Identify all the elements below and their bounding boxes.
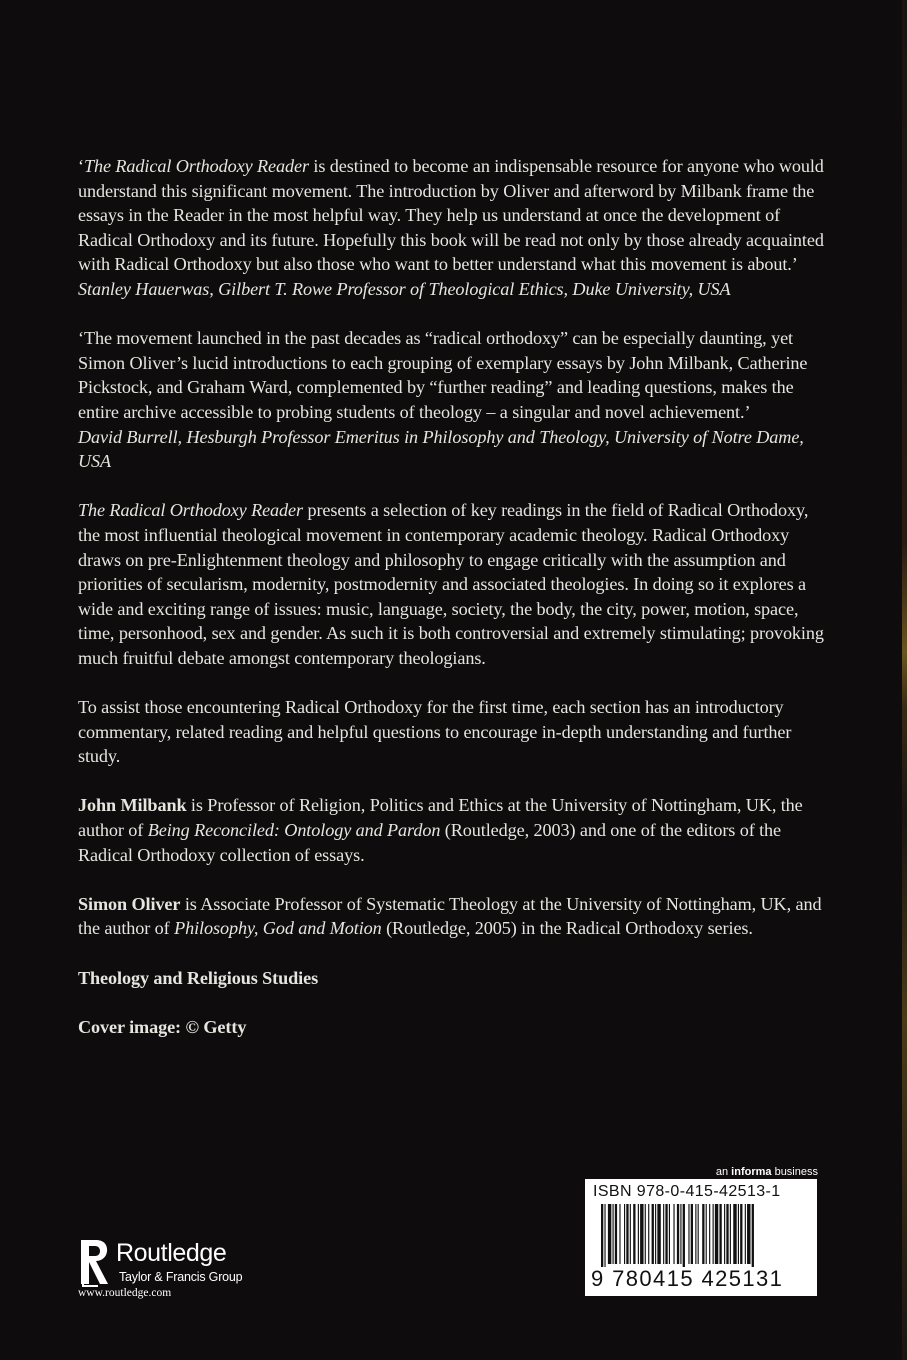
- book-title: The Radical Orthodoxy Reader: [83, 156, 309, 176]
- description-paragraph-2: To assist those encountering Radical Orthodoxy for the first time, each section has an introductory commentary, related reading and helpful questions to encourage in-depth understanding and further study.: [78, 697, 792, 767]
- routledge-r-logo-icon: [78, 1238, 112, 1288]
- subject-category: Theology and Religious Studies: [78, 967, 319, 988]
- barcode-digits: 9 780415 425131: [591, 1267, 813, 1291]
- publisher-group: Taylor & Francis Group: [119, 1270, 243, 1284]
- praise-quote-1: ‘The Radical Orthodoxy Reader is destined to become an indispensable resource for anyone who would understand this significant movement. The introduction by Oliver and afterword by Milbank frame the essays in the Reader in the most helpful way. They help us understand at once the development of Radical Orthodoxy and its future. Hopefully this book will be read not only by those already acquainted with Radical Orthodoxy but also those who want to better understand what this movement is about.’ Stanley Hauerwas, Gilbert T. Rowe Professor of Theological Ethics, Duke University, USA: [78, 154, 830, 302]
- informa-tagline: an informa business: [715, 1166, 818, 1178]
- barcode-icon: [601, 1204, 803, 1270]
- praise-quote-2: ‘The movement launched in the past decades as “radical orthodoxy” can be especially daunting, yet Simon Oliver’s lucid introductions to each grouping of exemplary essays by John Milbank, Catherine Pickstock, and Graham Ward, complemented by “further reading” and leading questions, makes the entire archive accessible to probing students of theology – a singular and novel achievement.’ David Burrell, Hesburgh Professor Emeritus in Philosophy and Theology, University of Notre Dame, USA: [78, 326, 830, 474]
- description-paragraph: The Radical Orthodoxy Reader presents a selection of key readings in the field of Radical Orthodoxy, the most influential theological movement in contemporary academic theology. Radical Orthodoxy draws on pre-Enlightenment theology and philosophy to engage critically with the assumption and priorities of secularism, modernity, postmodernity and associated theologies. In doing so it explores a wide and exciting range of issues: music, language, society, the body, the city, power, motion, space, time, personhood, sex and gender. As such it is both controversial and extremely stimulating; provoking much fruitful debate amongst contemporary theologians.: [78, 500, 824, 668]
- book-title: The Radical Orthodoxy Reader: [78, 500, 303, 521]
- publisher-logo: [78, 1238, 278, 1302]
- author-name: John Milbank: [78, 795, 187, 816]
- isbn-barcode-box: [585, 1179, 817, 1296]
- cover-text: [78, 154, 830, 1064]
- publisher-name: Routledge: [116, 1239, 227, 1267]
- spine-edge: [902, 0, 907, 1360]
- publisher-url: www.routledge.com: [78, 1287, 172, 1299]
- attribution-1: Stanley Hauerwas, Gilbert T. Rowe Professor of Theological Ethics, Duke University, USA: [78, 278, 731, 299]
- isbn-label: ISBN 978-0-415-42513-1: [593, 1183, 781, 1200]
- author-name: Simon Oliver: [78, 893, 181, 914]
- attribution-2: David Burrell, Hesburgh Professor Emeritus in Philosophy and Theology, University of Notre Dame, USA: [78, 426, 804, 472]
- author-bio-1: John Milbank is Professor of Religion, Politics and Ethics at the University of Nottingham, UK, the author of Being Reconciled: Ontology and Pardon (Routledge, 2003) and one of the editors of the Radical Orthodoxy collection of essays.: [78, 795, 803, 865]
- cover-credit: Cover image: © Getty: [78, 1016, 247, 1037]
- author-book: Philosophy, God and Motion: [174, 918, 382, 939]
- author-book: Being Reconciled: Ontology and Pardon: [147, 820, 441, 841]
- author-bio-2: Simon Oliver is Associate Professor of Systematic Theology at the University of Nottingham, UK, and the author of Philosophy, God and Motion (Routledge, 2005) in the Radical Orthodoxy series.: [78, 893, 822, 939]
